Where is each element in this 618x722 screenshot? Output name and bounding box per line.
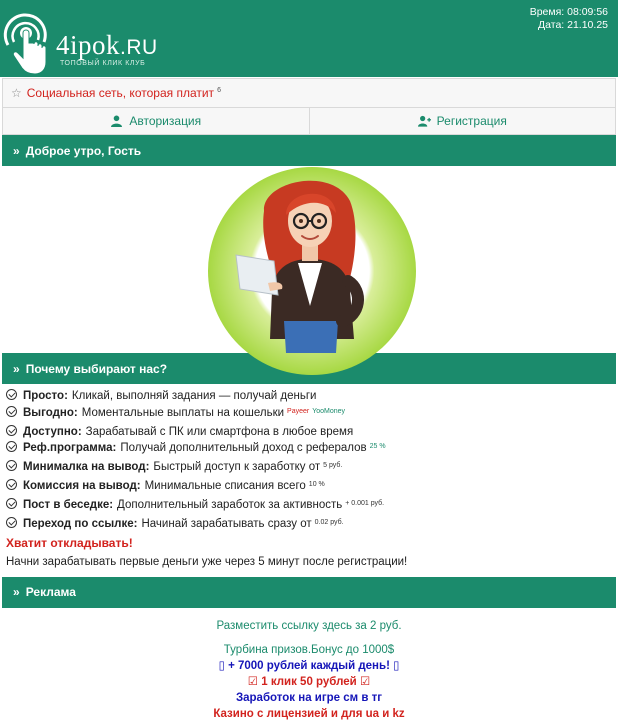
place-link-button[interactable]: Разместить ссылку здесь за 2 руб. — [216, 619, 402, 632]
why-title: Почему выбирают нас? — [25, 361, 168, 376]
check-circle-icon — [6, 441, 17, 452]
feature-label: Комиссия на вывод: — [23, 479, 141, 492]
touch-hand-icon — [0, 0, 60, 77]
login-button[interactable] — [3, 108, 309, 134]
greeting-title: Доброе утро, Гость — [25, 143, 142, 158]
feature-item — [6, 405, 612, 424]
logo-text: 4ipok.RU — [56, 30, 158, 60]
check-circle-icon — [6, 517, 17, 528]
hero-image — [2, 166, 616, 353]
notice-count: 6 — [217, 86, 221, 94]
server-clock — [530, 6, 608, 32]
feature-text: Моментальные выплаты на кошельки — [81, 406, 285, 419]
ad-link[interactable]: Турбина призов.Бонус до 1000$ — [223, 643, 395, 656]
yoomoney-badge: YooMoney — [312, 407, 346, 415]
feature-text: Кликай, выполняй задания — получай деньги — [71, 390, 317, 402]
check-circle-icon — [6, 406, 17, 417]
feature-text: Начинай зарабатывать сразу от — [141, 517, 312, 530]
feature-item — [6, 424, 612, 441]
check-circle-icon — [6, 389, 17, 400]
time-label: Время: — [529, 6, 565, 18]
check-circle-icon — [6, 479, 17, 490]
auth-bar — [2, 108, 616, 135]
feature-value: + 0.001 руб. — [345, 499, 385, 507]
feature-item — [6, 388, 612, 405]
ad-link[interactable]: ▯ + 7000 рублей каждый день! ▯ — [218, 659, 400, 672]
login-label: Авторизация — [129, 114, 202, 128]
user-plus-icon — [418, 115, 431, 127]
feature-item — [6, 459, 612, 478]
site-header — [0, 0, 618, 77]
check-circle-icon — [6, 425, 17, 436]
call-to-action: Хватит откладывать! — [6, 536, 133, 551]
double-chevron-icon: » — [13, 585, 18, 600]
notice-link[interactable]: Социальная сеть, которая платит — [26, 86, 215, 100]
ads-title: Реклама — [25, 585, 76, 600]
feature-item — [6, 478, 612, 497]
register-label: Регистрация — [436, 114, 507, 128]
feature-label: Переход по ссылке: — [23, 517, 138, 530]
greeting-header — [2, 135, 616, 166]
logo-tagline: ТОПОВЫЙ КЛИК КЛУБ — [60, 60, 146, 67]
feature-label: Доступно: — [23, 425, 82, 438]
feature-item — [6, 497, 612, 516]
feature-label: Пост в беседке: — [23, 498, 114, 511]
ads-block — [0, 608, 618, 722]
ad-link[interactable]: Заработок на игре см в тг — [235, 691, 383, 704]
ad-link[interactable]: ☑ 1 клик 50 рублей ☑ — [247, 675, 371, 688]
hero-illustration — [202, 171, 422, 353]
feature-text: Минимальные списания всего — [144, 479, 306, 492]
features-list — [0, 384, 618, 571]
payeer-badge: Payeer — [287, 407, 310, 415]
feature-text: Быстрый доступ к заработку от — [153, 461, 321, 474]
user-icon — [110, 115, 123, 127]
feature-label: Просто: — [23, 390, 68, 402]
feature-label: Реф.программа: — [23, 442, 117, 455]
double-chevron-icon: » — [13, 361, 18, 376]
star-icon: ☆ — [11, 86, 22, 100]
feature-item — [6, 516, 612, 535]
feature-value: 5 руб. — [323, 462, 343, 470]
feature-value: 10 % — [308, 480, 325, 488]
check-circle-icon — [6, 460, 17, 471]
feature-value: 0.02 руб. — [314, 518, 344, 526]
feature-text: Получай дополнительный доход с рефералов — [120, 442, 367, 455]
date-label: Дата: — [538, 19, 565, 31]
time-value: 08:09:56 — [567, 6, 608, 18]
feature-label: Минималка на вывод: — [23, 461, 150, 474]
site-logo[interactable] — [0, 0, 200, 77]
feature-text: Дополнительный заработок за активность — [117, 498, 343, 511]
feature-text: Зарабатывай с ПК или смартфона в любое время — [85, 425, 354, 438]
feature-label: Выгодно: — [23, 406, 78, 419]
check-circle-icon — [6, 498, 17, 509]
start-text: Начни зарабатывать первые деньги уже через 5 минут после регистрации! — [6, 556, 408, 569]
notice-bar — [2, 78, 616, 108]
feature-item — [6, 440, 612, 459]
double-chevron-icon: » — [13, 143, 18, 158]
ads-header — [2, 577, 616, 608]
feature-value: 25 % — [369, 443, 386, 451]
date-value: 21.10.25 — [567, 19, 608, 31]
ad-link[interactable]: Казино с лицензией и для ua и kz — [213, 707, 405, 720]
register-button[interactable] — [309, 108, 616, 134]
